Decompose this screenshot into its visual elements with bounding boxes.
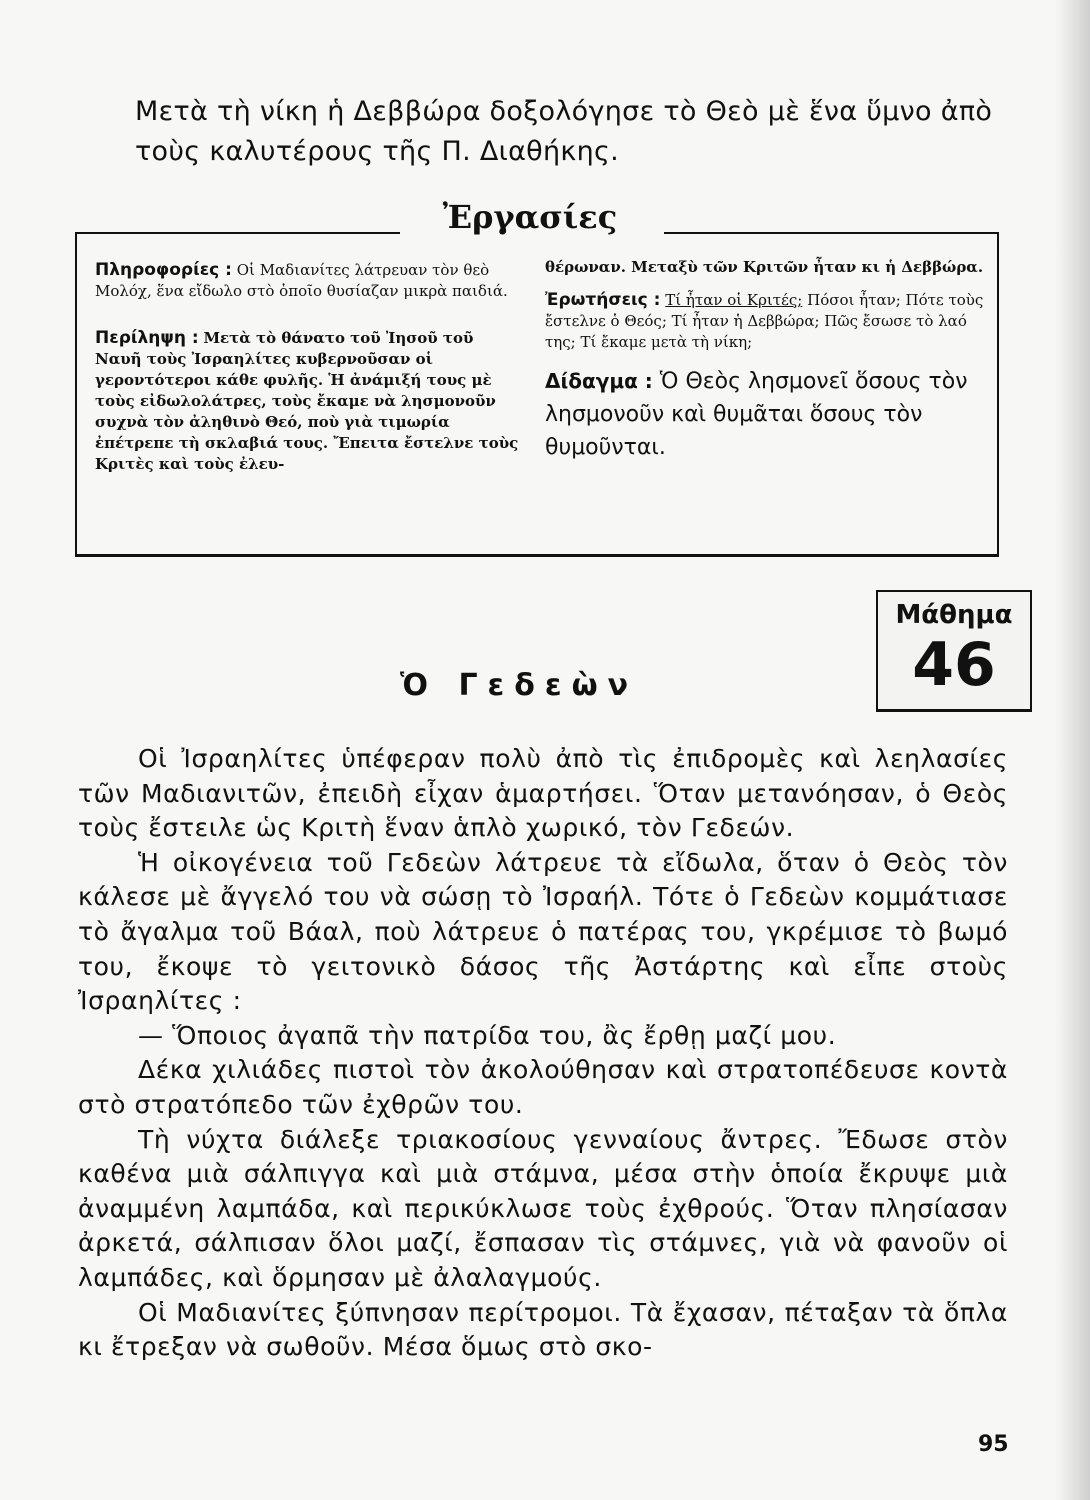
lesson-badge — [876, 590, 1032, 712]
story-paragraph: Οἱ Μαδιανίτες ξύπνησαν περίτρομοι. Τὰ ἔχασαν, πέταξαν τὰ ὅπλα κι ἔτρεξαν νὰ σωθοῦν. Μέσα ὅμως στὸ σκο- — [78, 1297, 1008, 1362]
questions-first: Τί ἦταν οἱ Κριτές; — [665, 291, 803, 309]
summary-label: Περίληψη : — [95, 328, 199, 348]
intro-paragraph — [135, 92, 995, 172]
questions-block — [545, 290, 985, 353]
exercises-left-column — [95, 260, 525, 487]
story-paragraph: Τὴ νύχτα διάλεξε τριακοσίους γενναίους ἄντρες. Ἔδωσε στὸν καθένα μιὰ σάλπιγγα καὶ μιὰ στάμνα, μέσα στὴν ὁποία ἔκρυψε μιὰ ἀναμμένη λαμπάδα, καὶ περικύκλωσε τοὺς ἐχθρούς. Ὅταν πλησίασαν ἀρκετά, σάλπισαν ὅλοι μαζί, ἔσπασαν τὶς στάμνες, γιὰ νὰ φανοῦν οἱ λαμπάδες, καὶ ὅρμησαν μὲ ἀλαλαγμούς. — [78, 1124, 1008, 1292]
info-label: Πληροφορίες : — [95, 260, 232, 280]
lesson-word: Μάθημα — [895, 600, 1013, 630]
lesson-moral-text: Ὁ Θεὸς λησμονεῖ ὅσους τὸν λησμονοῦν καὶ θυμᾶται ὅσους τὸν θυμοῦνται. — [545, 369, 968, 460]
summary-continuation: θέρωναν. Μεταξὺ τῶν Κριτῶν ἦταν κι ἡ Δεββώρα. — [545, 258, 984, 276]
story-paragraph: Δέκα χιλιάδες πιστοὶ τὸν ἀκολούθησαν καὶ στρατοπέδευσε κοντὰ στὸ στρατόπεδο τῶν ἐχθρῶν του. — [78, 1055, 1008, 1119]
info-block — [95, 260, 525, 302]
page-edge-shadow — [1056, 0, 1090, 1500]
story-paragraph: — Ὅποιος ἀγαπᾶ τὴν πατρίδα του, ἂς ἔρθῃ μαζί μου. — [138, 1020, 837, 1050]
lesson-number: 46 — [912, 630, 996, 700]
info-text: Οἱ Μαδιανίτες λάτρευαν τὸν θεὸ Μολόχ, ἕνα εἴδωλο στὸ ὁποῖο θυσίαζαν μικρὰ παιδιά. — [95, 261, 508, 300]
exercises-right-column — [545, 257, 985, 476]
lesson-moral-block — [545, 365, 985, 464]
summary-text: Μετὰ τὸ θάνατο τοῦ Ἰησοῦ τοῦ Ναυῆ τοὺς Ἰσραηλίτες κυβερνοῦσαν οἱ γεροντότεροι κάθε φυλῆς. Ἡ ἀνάμιξή τους μὲ τοὺς εἰδωλολάτρες, τοὺς ἔκαμε νὰ λησμονοῦν συχνὰ τὸν ἀληθινὸ Θεό, ποὺ γιὰ τιμωρία ἐπέτρεπε τὴ σκλαβιά τους. Ἔπειτα ἔστελνε τοὺς Κριτὲς καὶ τοὺς ἐλευ- — [95, 329, 519, 473]
intro-text: Μετὰ τὴ νίκη ἡ Δεββώρα δοξολόγησε τὸ Θεὸ μὲ ἕνα ὕμνο ἀπὸ τοὺς καλυτέρους τῆς Π. Διαθήκης. — [135, 96, 993, 167]
page-number: 95 — [978, 1432, 1009, 1457]
summary-block — [95, 328, 525, 475]
exercises-box — [75, 232, 999, 557]
story-body — [78, 742, 1008, 1365]
questions-text: Πόσοι ἦταν; Πότε τοὺς ἔστελνε ὁ Θεός; Τί ἦταν ἡ Δεββώρα; Πῶς ἔσωσε τὸ λαό της; Τί ἔκαμε μετὰ τὴ νίκη; — [545, 291, 984, 351]
story-paragraph: Οἱ Ἰσραηλίτες ὑπέφεραν πολὺ ἀπὸ τὶς ἐπιδρομὲς καὶ λεηλασίες τῶν Μαδιανιτῶν, ἐπειδὴ εἶχαν ἁμαρτήσει. Ὅταν μετανόησαν, ὁ Θεὸς τοὺς ἔστειλε ὡς Κριτὴ ἕναν ἁπλὸ χωρικό, τὸν Γεδεών. — [78, 744, 1008, 843]
lesson-moral-label: Δίδαγμα : — [545, 369, 653, 393]
exercises-heading: Ἐργασίες — [400, 198, 660, 236]
story-paragraph: Ἡ οἰκογένεια τοῦ Γεδεὼν λάτρευε τὰ εἴδωλα, ὅταν ὁ Θεὸς τὸν κάλεσε μὲ ἄγγελό του νὰ σώσῃ τὸ Ἰσραήλ. Τότε ὁ Γεδεὼν κομμάτιασε τὸ ἄγαλμα τοῦ Βάαλ, ποὺ λάτρευε ὁ πατέρας του, γκρέμισε τὸ βωμό του, ἔκοψε τὸ γειτονικὸ δάσος τῆς Ἀστάρτης καὶ εἶπε στοὺς Ἰσραηλίτες : — [78, 847, 1008, 1016]
questions-label: Ἐρωτήσεις : — [545, 290, 661, 310]
story-title: Ὁ Γεδεὼν — [400, 668, 639, 703]
